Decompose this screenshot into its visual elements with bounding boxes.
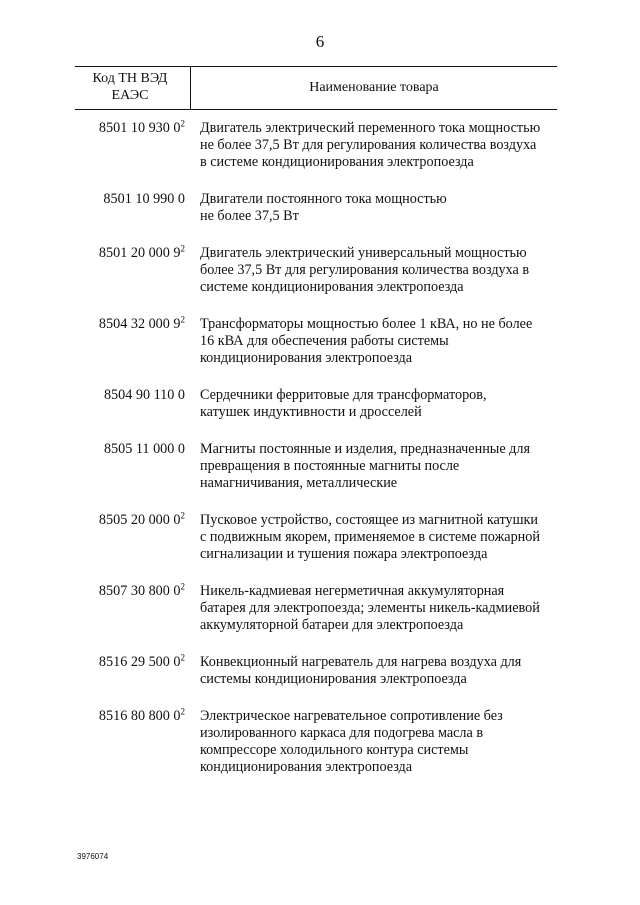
commodity-code-value: 8516 80 800 0 [98, 708, 181, 724]
footnote-marker: 2 [180, 652, 185, 663]
product-name: Никель-кадмиевая негерметичная аккумуляторная батарея для электропоезда; элементы никель-кадмиевой аккумуляторной батареи для электропоезда [200, 583, 540, 633]
commodity-code-value: 8505 20 000 0 [98, 512, 181, 528]
commodity-code [75, 512, 185, 563]
product-name: Трансформаторы мощностью более 1 кВА, но не более 16 кВА для обеспечения работы системы кондиционирования электропоезда [200, 316, 533, 366]
commodity-code-value: 8504 90 110 0 [103, 387, 185, 403]
name-column-header: Наименование товара [309, 80, 439, 95]
table-row [75, 654, 575, 688]
table-body [75, 120, 575, 796]
footnote-marker: 2 [180, 706, 185, 717]
product-name: Двигатель электрический универсальный мощностью более 37,5 Вт для регулирования количества воздуха в системе кондиционирования электропоезда [200, 245, 530, 295]
table-row [75, 120, 575, 171]
table-row [75, 583, 575, 634]
product-name: Двигатель электрический переменного тока мощностью не более 37,5 Вт для регулирования количества воздуха в системе кондиционирования электропоезда [200, 120, 541, 170]
product-name: Магниты постоянные и изделия, предназначенные для превращения в постоянные магниты после намагничивания, металлические [200, 441, 530, 491]
product-name: Пусковое устройство, состоящее из магнитной катушки с подвижным якорем, применяемое в системе пожарной сигнализации и тушения пожара электропоезда [200, 512, 540, 562]
page-number: 6 [315, 32, 325, 51]
footnote-marker: 2 [180, 243, 185, 254]
table-row [75, 387, 575, 421]
table-row [75, 708, 575, 776]
product-name: Сердечники ферритовые для трансформаторов, катушек индуктивности и дросселей [200, 387, 487, 420]
table-row [75, 512, 575, 563]
footnote-marker: 2 [180, 118, 185, 129]
commodity-code [75, 191, 185, 225]
table-row [75, 245, 575, 296]
commodity-code-value: 8501 10 930 0 [98, 120, 181, 136]
commodity-code-value: 8501 10 990 0 [103, 191, 185, 207]
footnote-marker: 2 [180, 510, 185, 521]
commodity-code-value: 8505 11 000 0 [103, 441, 185, 457]
commodity-code [75, 654, 185, 688]
product-name: Конвекционный нагреватель для нагрева воздуха для системы кондиционирования электропоезда [200, 654, 522, 687]
footnote-marker: 2 [180, 314, 185, 325]
commodity-code [75, 441, 185, 492]
product-name: Электрическое нагревательное сопротивление без изолированного каркаса для подогрева масла в компрессоре холодильного контура системы кондиционирования электропоезда [200, 708, 503, 775]
table-header [75, 66, 557, 110]
commodity-code-value: 8516 29 500 0 [98, 654, 181, 670]
commodity-code [75, 245, 185, 296]
footnote-marker: 2 [180, 581, 185, 592]
code-column-header: Код ТН ВЭД ЕАЭС [92, 71, 168, 103]
commodity-code [75, 316, 185, 367]
document-code: 3976074 [77, 852, 109, 861]
commodity-code [75, 120, 185, 171]
table-row [75, 441, 575, 492]
product-name: Двигатели постоянного тока мощностью не более 37,5 Вт [200, 191, 447, 224]
commodity-code-value: 8504 32 000 9 [98, 316, 181, 332]
commodity-code [75, 583, 185, 634]
table-row [75, 316, 575, 367]
commodity-code [75, 387, 185, 421]
commodity-code-value: 8501 20 000 9 [98, 245, 181, 261]
commodity-code [75, 708, 185, 776]
commodity-code-value: 8507 30 800 0 [98, 583, 181, 599]
table-row [75, 191, 575, 225]
